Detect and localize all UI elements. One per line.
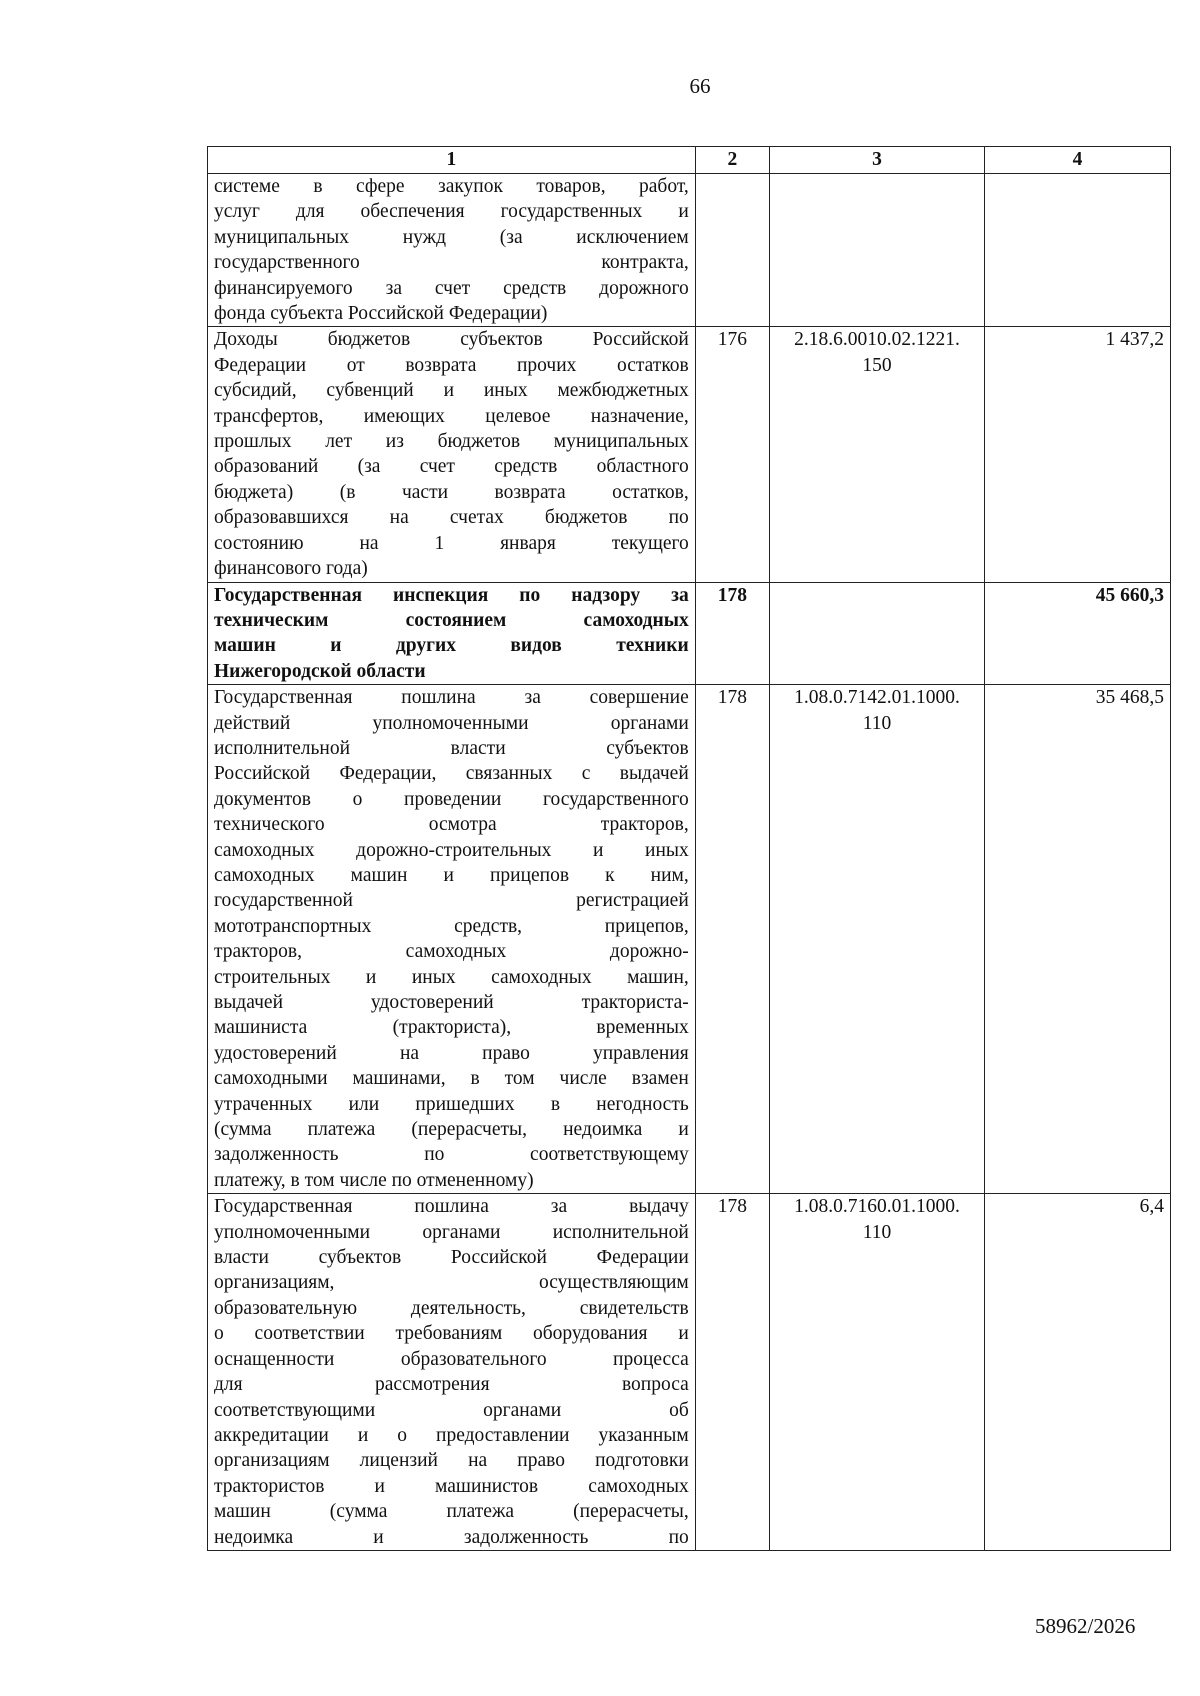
description-line: недоимка и задолженность по [214,1526,689,1548]
description-line: машин и других видов техники [214,635,689,657]
description-line: Государственная пошлина за совершение [214,687,689,709]
row-amount: 6,4 [985,1194,1171,1551]
description-line: задолженность по соответствующему [214,1144,689,1166]
description-line: образовавшихся на счетах бюджетов по [214,507,689,529]
code-line-2: 110 [862,1221,892,1243]
description-line: бюджета) (в части возврата остатков, [214,481,689,503]
row-budget-classification-code [769,174,984,327]
table-row [208,1194,1171,1551]
row-budget-classification-code [769,1194,984,1551]
description-line: субсидий, субвенций и иных межбюджетных [214,380,689,402]
row-budget-classification-code [769,582,984,685]
description-line: технического осмотра тракторов, [214,814,689,836]
description-line: трактористов и машинистов самоходных [214,1475,689,1497]
revenue-table [207,146,1171,1551]
table-row [208,685,1171,1194]
description-line: государственной регистрацией [214,890,689,912]
description-line: Федерации от возврата прочих остатков [214,354,689,376]
row-admin-code: 178 [695,1194,769,1551]
description-line: утраченных или пришедших в негодность [214,1093,689,1115]
row-budget-classification-code [769,685,984,1194]
description-line: машин (сумма платежа (перерасчеты, [214,1501,689,1523]
table-row [208,327,1171,582]
description-line: организациям лицензий на право подготовки [214,1450,689,1472]
description-line: оснащенности образовательного процесса [214,1348,689,1370]
description-line: организациям, осуществляющим [214,1272,689,1294]
description-line: исполнительной власти субъектов [214,737,689,759]
row-amount: 35 468,5 [985,685,1171,1194]
row-description [208,582,696,685]
description-line: (сумма платежа (перерасчеты, недоимка и [214,1119,689,1141]
description-line: Государственная инспекция по надзору за [214,584,689,606]
row-amount: 1 437,2 [985,327,1171,582]
description-line: власти субъектов Российской Федерации [214,1247,689,1269]
description-line: техническим состоянием самоходных [214,609,689,631]
description-line: образовательную деятельность, свидетельств [214,1297,689,1319]
description-line: мототранспортных средств, прицепов, [214,915,689,937]
description-line: Государственная пошлина за выдачу [214,1196,689,1218]
description-line: удостоверений на право управления [214,1042,689,1064]
description-line: платежу, в том числе по отмененному) [214,1169,534,1191]
description-line: аккредитации и о предоставлении указанным [214,1424,689,1446]
description-line: системе в сфере закупок товаров, работ, [214,176,689,197]
table-row [208,582,1171,685]
document-registration-number: 58962/2026 [1035,1614,1136,1638]
description-line: самоходных дорожно-строительных и иных [214,839,689,861]
table-row [208,174,1171,327]
description-line: состоянию на 1 января текущего [214,532,689,554]
code-line-2: 110 [862,712,892,734]
description-line: для рассмотрения вопроса [214,1374,689,1396]
description-line: Доходы бюджетов субъектов Российской [214,329,689,351]
code-line-1: 1.08.0.7142.01.1000. [794,687,960,709]
header-col-1: 1 [208,147,696,174]
row-amount: 45 660,3 [985,582,1171,685]
description-line: фонда субъекта Российской Федерации) [214,303,548,325]
description-line: финансируемого за счет средств дорожного [214,277,689,299]
description-line: Российской Федерации, связанных с выдачей [214,763,689,785]
description-line: услуг для обеспечения государственных и [214,201,689,223]
description-line: тракторов, самоходных дорожно- [214,941,689,963]
row-admin-code [695,174,769,327]
description-line: трансфертов, имеющих целевое назначение, [214,405,689,427]
description-line: документов о проведении государственного [214,788,689,810]
row-description [208,327,696,582]
description-line: государственного контракта, [214,252,689,274]
description-line: самоходными машинами, в том числе взамен [214,1068,689,1090]
description-line: действий уполномоченными органами [214,712,689,734]
row-budget-classification-code [769,327,984,582]
row-admin-code: 178 [695,685,769,1194]
page-number: 66 [689,74,711,98]
description-line: уполномоченными органами исполнительной [214,1221,689,1243]
description-line: муниципальных нужд (за исключением [214,226,689,248]
description-line: самоходных машин и прицепов к ним, [214,864,689,886]
description-line: образований (за счет средств областного [214,456,689,478]
description-line: соответствующими органами об [214,1399,689,1421]
code-line-1: 1.08.0.7160.01.1000. [794,1196,960,1218]
description-line: финансового года) [214,558,368,580]
description-line: машиниста (тракториста), временных [214,1017,689,1039]
table-header-row [208,147,1171,174]
row-amount [985,174,1171,327]
description-line: строительных и иных самоходных машин, [214,966,689,988]
description-line: выдачей удостоверений тракториста- [214,992,689,1013]
header-col-3: 3 [769,147,984,174]
code-line-2: 150 [862,354,892,376]
code-line-1: 2.18.6.0010.02.1221. [794,329,960,351]
row-admin-code: 176 [695,327,769,582]
row-description [208,685,696,1194]
row-description [208,1194,696,1551]
header-col-4: 4 [985,147,1171,174]
row-description [208,174,696,327]
header-col-2: 2 [695,147,769,174]
description-line: прошлых лет из бюджетов муниципальных [214,431,689,453]
row-admin-code: 178 [695,582,769,685]
description-line: о соответствии требованиям оборудования и [214,1323,689,1345]
description-line: Нижегородской области [214,660,426,682]
